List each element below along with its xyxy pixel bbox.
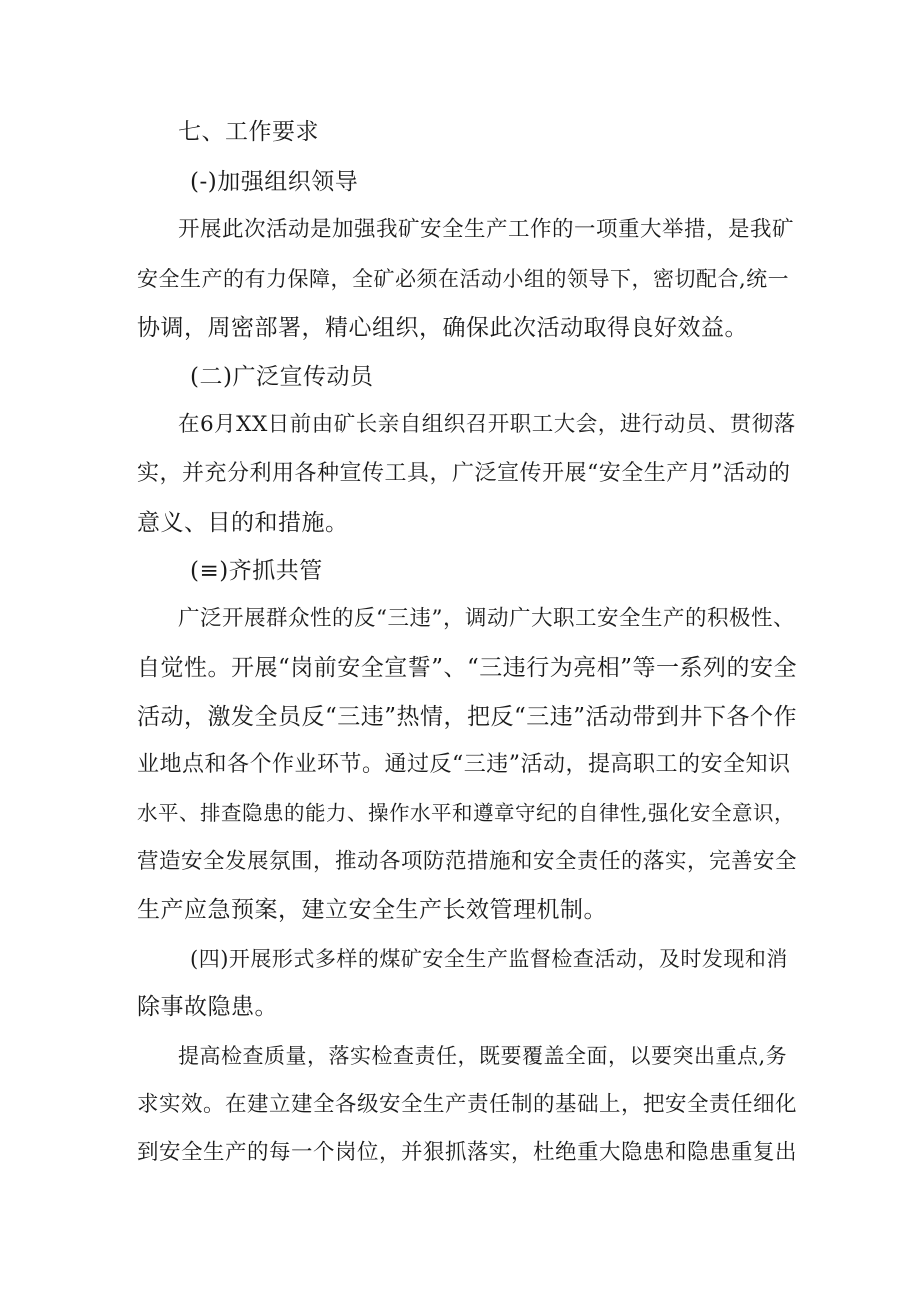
paragraph-line: 自觉性。开展“岗前安全宣誓”、“三违行为亮相”等一系列的安全 [137, 655, 798, 681]
paragraph-line: 实，并充分利用各种宣传工具，广泛宣传开展“安全生产月”活动的 [137, 461, 791, 486]
paragraph-line: 生产应急预案，建立安全生产长效管理机制。 [137, 897, 607, 923]
paragraph-line: 安全生产的有力保障，全矿必须在活动小组的领导下，密切配合,统一 [137, 267, 790, 291]
paragraph-line: 广泛开展群众性的反“三违”，调动广大职工安全生产的积极性、 [178, 606, 795, 631]
paragraph-line: 意义、目的和措施。 [137, 510, 349, 536]
paragraph-line: 水平、排查隐患的能力、操作水平和遵章守纪的自律性,强化安全意识， [137, 801, 796, 825]
subsection-heading: (-)加强组织领导 [190, 169, 359, 195]
subsection-heading: (≡)齐抓共管 [190, 558, 323, 584]
subsection-heading: (二)广泛宣传动员 [190, 364, 374, 390]
subsection-heading-continued: 除事故隐患。 [137, 994, 278, 1020]
subsection-heading: (四)开展形式多样的煤矿安全生产监督检查活动，及时发现和消 [190, 947, 788, 971]
section-heading: 七、工作要求 [178, 119, 319, 145]
paragraph-line: 求实效。在建立建全各级安全生产责任制的基础上，把安全责任细化 [137, 1092, 798, 1117]
paragraph-line: 协调，周密部署，精心组织，确保此次活动取得良好效益。 [137, 315, 748, 341]
paragraph-line: 在6月XX日前由矿长亲自组织召开职工大会，进行动员、贯彻落 [178, 412, 796, 437]
paragraph-line: 开展此次活动是加强我矿安全生产工作的一项重大举措，是我矿 [178, 217, 795, 242]
paragraph-line: 活动，激发全员反“三违”热情，把反“三违”活动带到井下各个作 [137, 704, 798, 730]
paragraph-line: 提高检查质量，落实检查责任，既要覆盖全面，以要突出重点,务 [178, 1044, 788, 1068]
paragraph-line: 营造安全发展氛围，推动各项防范措施和安全责任的落实，完善安全 [137, 849, 798, 874]
paragraph-line: 业地点和各个作业环节。通过反“三违”活动，提高职工的安全知识 [137, 752, 791, 777]
paragraph-line: 到安全生产的每一个岗位，并狠抓落实，杜绝重大隐患和隐患重复出 [137, 1140, 798, 1165]
